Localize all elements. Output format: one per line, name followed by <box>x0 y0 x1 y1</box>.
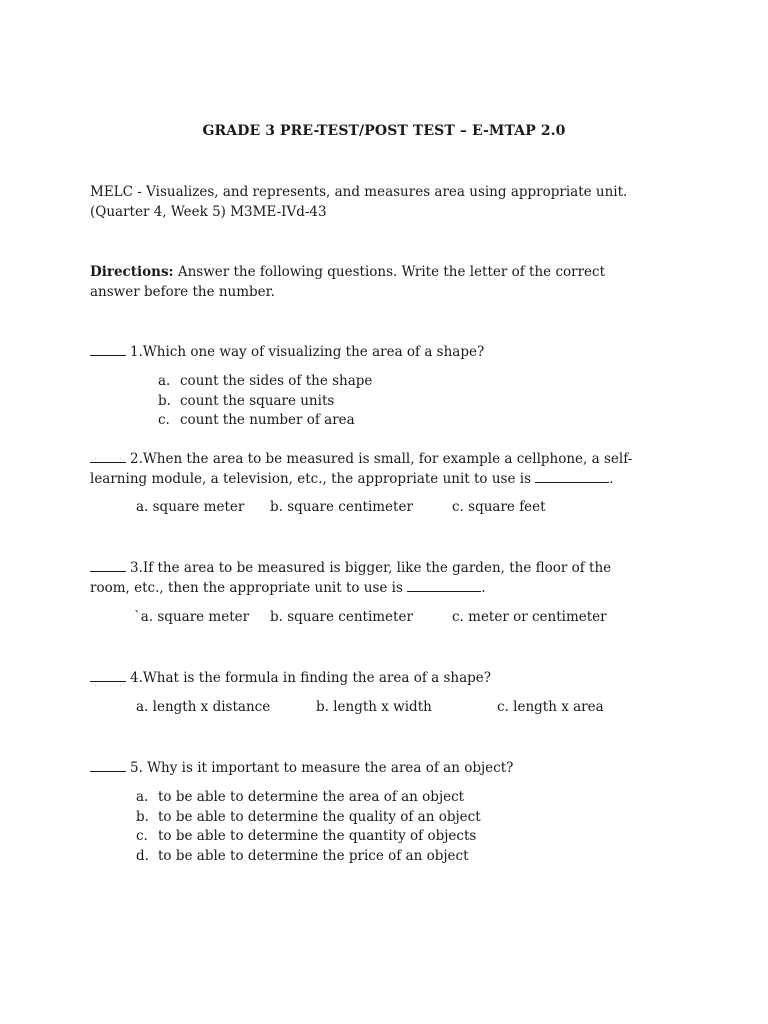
melc-line-2: (Quarter 4, Week 5) M3ME-IVd-43 <box>90 204 327 220</box>
option-letter: b. <box>158 392 171 409</box>
option-letter: c. <box>158 412 170 428</box>
period: . <box>609 471 614 487</box>
option-text: to be able to determine the quality of an object <box>158 808 481 825</box>
list-item <box>158 392 372 412</box>
option-c: c. length x area <box>497 699 604 715</box>
question-2 <box>90 450 632 467</box>
question-4 <box>90 669 491 686</box>
option-a: `a. square meter <box>134 609 250 625</box>
question-number: 5. <box>130 760 143 776</box>
question-1 <box>90 343 484 360</box>
question-5 <box>90 759 513 776</box>
page-title: GRADE 3 PRE-TEST/POST TEST – E-MTAP 2.0 <box>202 123 566 139</box>
list-item <box>136 827 481 847</box>
list-item <box>136 808 481 828</box>
option-text: count the square units <box>180 392 335 409</box>
answer-blank[interactable] <box>90 669 126 682</box>
question-1-options <box>158 372 372 431</box>
directions-text: Answer the following questions. Write the letter of the correct <box>173 264 606 280</box>
option-a: a. length x distance <box>136 699 271 715</box>
question-5-options <box>136 788 481 866</box>
question-number: 4. <box>130 670 143 686</box>
question-text: room, etc., then the appropriate unit to use is <box>90 580 408 596</box>
option-b: b. square centimeter <box>270 499 413 515</box>
option-text: count the sides of the shape <box>180 373 373 389</box>
list-item <box>158 411 372 431</box>
fill-in-blank[interactable] <box>535 470 609 483</box>
answer-blank[interactable] <box>90 450 126 463</box>
option-letter: b. <box>136 808 149 825</box>
option-c: c. meter or centimeter <box>452 609 607 625</box>
answer-blank[interactable] <box>90 759 126 772</box>
directions-line-1 <box>90 264 605 280</box>
option-b: b. square centimeter <box>270 609 413 625</box>
question-3-line-2 <box>90 579 486 596</box>
question-number: 2. <box>130 451 143 467</box>
question-text: learning module, a television, etc., the appropriate unit to use is <box>90 471 536 487</box>
option-text: count the number of area <box>180 412 355 428</box>
question-text: Which one way of visualizing the area of a shape? <box>142 344 485 360</box>
list-item <box>136 847 481 867</box>
question-2-line-2 <box>90 470 614 487</box>
directions-line-2: answer before the number. <box>90 284 275 300</box>
list-item <box>158 372 372 392</box>
question-3 <box>90 559 611 576</box>
fill-in-blank[interactable] <box>407 579 481 592</box>
list-item <box>136 788 481 808</box>
option-letter: c. <box>136 828 148 844</box>
option-text: to be able to determine the quantity of objects <box>158 828 477 844</box>
option-letter: a. <box>136 789 149 805</box>
option-a: a. square meter <box>136 499 245 515</box>
option-letter: a. <box>158 373 171 389</box>
directions-label: Directions: <box>90 264 174 280</box>
option-letter: d. <box>136 847 149 864</box>
question-text: If the area to be measured is bigger, like the garden, the floor of the <box>142 560 612 576</box>
option-c: c. square feet <box>452 499 546 515</box>
period: . <box>481 580 486 596</box>
question-number: 3. <box>130 560 143 576</box>
answer-blank[interactable] <box>90 343 126 356</box>
question-text: What is the formula in finding the area of a shape? <box>142 670 492 686</box>
option-b: b. length x width <box>316 699 432 715</box>
question-text: Why is it important to measure the area of an object? <box>142 760 514 776</box>
answer-blank[interactable] <box>90 559 126 572</box>
melc-line-1: MELC - Visualizes, and represents, and measures area using appropriate unit. <box>90 184 628 200</box>
option-text: to be able to determine the price of an object <box>158 847 469 864</box>
option-text: to be able to determine the area of an object <box>158 789 465 805</box>
question-text: When the area to be measured is small, for example a cellphone, a self- <box>142 451 633 467</box>
question-number: 1. <box>130 344 143 360</box>
